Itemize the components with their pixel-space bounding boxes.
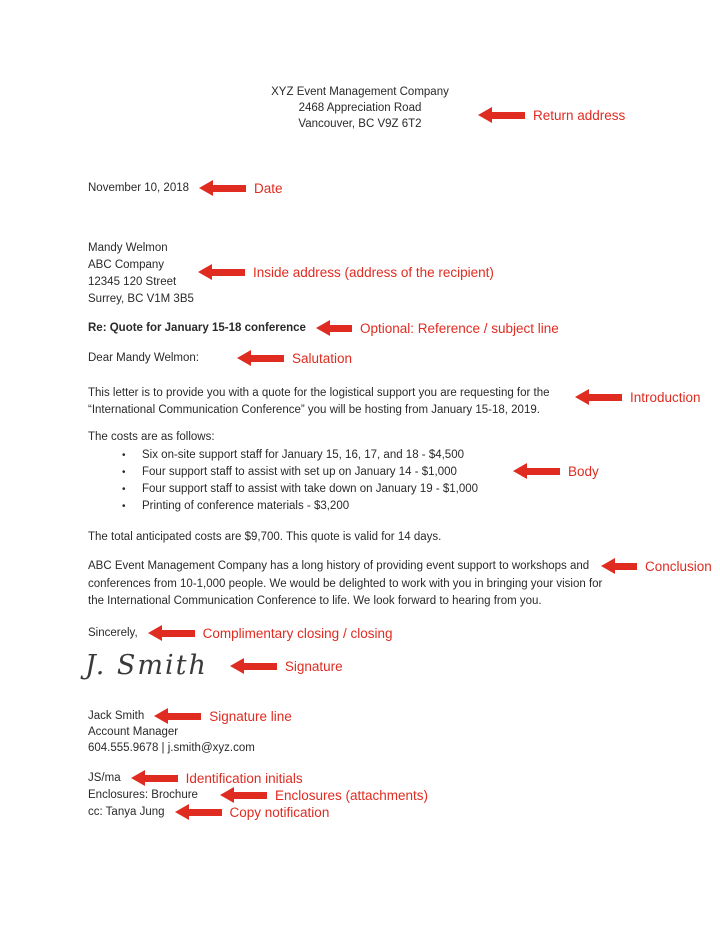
signature-title-text: Account Manager (88, 726, 179, 738)
left-arrow-icon (575, 389, 622, 405)
list-item: • Four support staff to assist with set up on January 14 - $1,000 (122, 464, 478, 481)
return-address-line: XYZ Event Management Company (271, 86, 449, 98)
inside-address-line: 12345 120 Street (88, 276, 177, 288)
date-text: November 10, 2018 (88, 182, 190, 194)
list-item: • Printing of conference materials - $3,200 (122, 498, 478, 515)
copy-notification-text: cc: Tanya Jung (88, 806, 165, 818)
closing-row (88, 625, 392, 641)
annotation-introduction (575, 389, 701, 405)
annotation-label: Signature (284, 658, 343, 674)
left-arrow-icon (175, 804, 222, 820)
left-arrow-icon (316, 320, 352, 336)
bullet-icon (122, 447, 142, 464)
annotation-label: Body (568, 463, 599, 479)
left-arrow-icon (154, 708, 201, 724)
annotation-signature-line (154, 708, 292, 724)
annotation-signature (230, 658, 343, 674)
identification-initials-text: JS/ma (88, 772, 121, 784)
conclusion-line: ABC Event Management Company has a long history of providing event support to workshops and (88, 560, 590, 572)
annotation-enclosures (220, 787, 428, 803)
list-item: • Four support staff to assist with take down on January 19 - $1,000 (122, 481, 478, 498)
signature-name-text: Jack Smith (88, 710, 145, 722)
inside-address-line: Surrey, BC V1M 3B5 (88, 293, 194, 305)
signature-block (88, 708, 292, 756)
conclusion-paragraph (88, 558, 602, 611)
annotation-reference (316, 320, 559, 336)
introduction-line: “International Communication Conference” you will be hosting from January 15-18, 2019. (88, 404, 540, 416)
annotation-return-address (478, 107, 625, 123)
introduction-paragraph (88, 385, 550, 419)
left-arrow-icon (478, 107, 525, 123)
salutation-text: Dear Mandy Welmon: (88, 352, 199, 364)
signature-row (85, 650, 343, 681)
signature-name-row (88, 708, 292, 724)
introduction-line: This letter is to provide you with a quote for the logistical support you are requesting for the (88, 387, 550, 399)
annotation-inside-address (198, 264, 494, 280)
left-arrow-icon (513, 463, 560, 479)
left-arrow-icon (148, 625, 195, 641)
left-arrow-icon (237, 350, 284, 366)
annotation-identification-initials (131, 770, 303, 786)
annotation-label: Introduction (630, 389, 701, 405)
total-line-text: The total anticipated costs are $9,700. This quote is valid for 14 days. (88, 531, 442, 543)
left-arrow-icon (198, 264, 245, 280)
annotation-conclusion (601, 558, 712, 574)
annotation-label: Return address (533, 107, 626, 123)
conclusion-line: the International Communication Conference to life. We look forward to hearing from you. (88, 595, 542, 607)
copy-notification-row (88, 804, 329, 820)
annotation-label: Signature line (209, 708, 292, 724)
annotation-body (513, 463, 599, 479)
annotation-label: Copy notification (229, 804, 330, 820)
annotation-label: Enclosures (attachments) (274, 787, 429, 803)
annotation-label: Conclusion (645, 558, 712, 574)
inside-address-block (88, 240, 194, 308)
annotation-label: Date (254, 180, 283, 196)
left-arrow-icon (220, 787, 267, 803)
total-line (88, 529, 441, 546)
left-arrow-icon (131, 770, 178, 786)
annotation-date (199, 180, 283, 196)
signature-script-text: J. Smith (85, 650, 208, 681)
annotation-salutation (237, 350, 352, 366)
salutation-row (88, 350, 352, 366)
costs-list (122, 447, 478, 515)
return-address-line: Vancouver, BC V9Z 6T2 (298, 118, 422, 130)
left-arrow-icon (230, 658, 277, 674)
closing-text: Sincerely, (88, 627, 138, 639)
left-arrow-icon (601, 558, 637, 574)
bullet-icon (122, 464, 142, 481)
initials-row (88, 770, 303, 786)
enclosures-row (88, 787, 428, 803)
contact-line-text: 604.555.9678 | j.smith@xyz.com (88, 742, 255, 754)
inside-address-line: ABC Company (88, 259, 165, 271)
inside-address-line: Mandy Welmon (88, 242, 168, 254)
annotation-label: Optional: Reference / subject line (359, 320, 559, 336)
reference-row (88, 320, 559, 336)
annotation-closing (148, 625, 393, 641)
reference-line-text: Re: Quote for January 15-18 conference (88, 322, 306, 334)
list-item: • Six on-site support staff for January 15, 16, 17, and 18 - $4,500 (122, 447, 478, 464)
annotation-label: Inside address (address of the recipient) (253, 264, 494, 280)
left-arrow-icon (199, 180, 246, 196)
return-address-line: 2468 Appreciation Road (298, 102, 422, 114)
annotation-label: Complimentary closing / closing (202, 625, 393, 641)
enclosures-text: Enclosures: Brochure (88, 789, 198, 801)
date-row (88, 180, 283, 196)
bullet-icon (122, 481, 142, 498)
costs-intro-text: The costs are as follows: (88, 431, 215, 443)
bullet-icon (122, 498, 142, 515)
annotation-label: Identification initials (185, 770, 303, 786)
annotation-copy-notification (175, 804, 330, 820)
conclusion-line: conferences from 10-1,000 people. We would be delighted to work with you in bringing your vision for (88, 577, 603, 590)
annotation-label: Salutation (292, 350, 353, 366)
costs-intro (88, 429, 215, 446)
